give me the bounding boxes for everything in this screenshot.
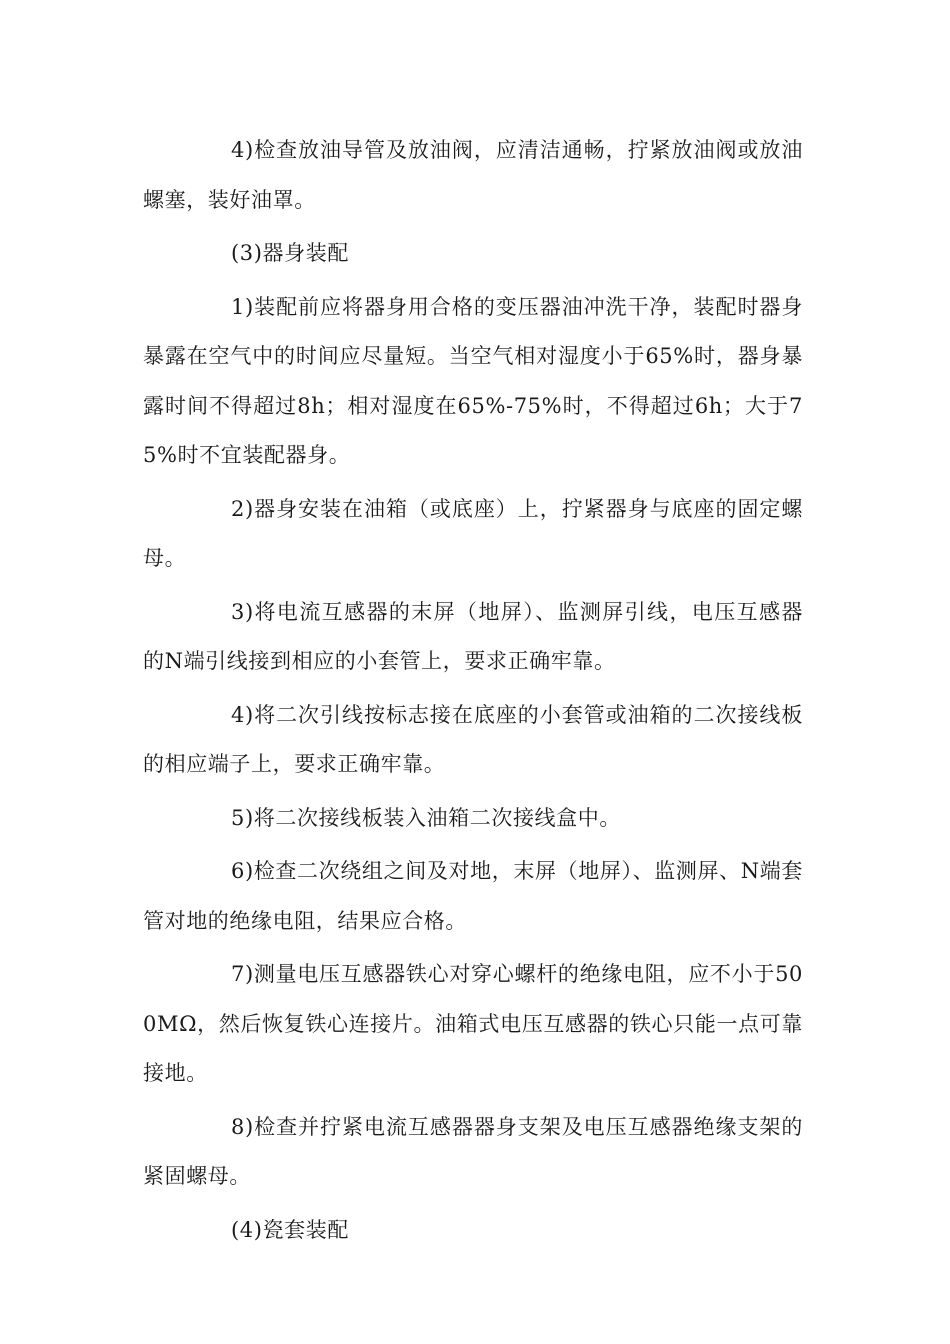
paragraph-bracket-nuts: 8)检查并拧紧电流互感器器身支架及电压互感器绝缘支架的紧固螺母。 [143,1114,803,1188]
section-heading-core-assembly: (3)器身装配 [231,241,349,265]
paragraph-core-insulation-test: 7)测量电压互感器铁心对穿心螺杆的绝缘电阻，应不小于500MΩ，然后恢复铁心连接片。油箱式电压互感器的铁心只能一点可靠接地。 [143,962,803,1085]
paragraph-insulation-check: 6)检查二次绕组之间及对地，末屏（地屏）、监测屏、N端套管对地的绝缘电阻，结果应合格。 [143,859,803,933]
paragraph-terminal-board: 5)将二次接线板装入油箱二次接线盒中。 [231,805,621,830]
document-body [143,126,803,1259]
paragraph-screen-leads: 3)将电流互感器的末屏（地屏）、监测屏引线，电压互感器的N端引线接到相应的小套管上，要求正确牢靠。 [143,599,803,673]
paragraph-core-flushing: 1)装配前应将器身用合格的变压器油冲洗干净，装配时器身暴露在空气中的时间应尽量短。当空气相对湿度小于65%时，器身暴露时间不得超过8h；相对湿度在65%-75%时，不得超过6h；大于75%时不宜装配器身。 [143,294,803,467]
section-heading-porcelain-assembly: (4)瓷套装配 [231,1217,349,1242]
paragraph-drain-valve-check: 4)检查放油导管及放油阀，应清洁通畅，拧紧放油阀或放油螺塞，装好油罩。 [143,138,803,212]
paragraph-secondary-leads: 4)将二次引线按标志接在底座的小套管或油箱的二次接线板的相应端子上，要求正确牢靠。 [143,702,803,776]
paragraph-core-mounting: 2)器身安装在油箱（或底座）上，拧紧器身与底座的固定螺母。 [143,496,803,570]
